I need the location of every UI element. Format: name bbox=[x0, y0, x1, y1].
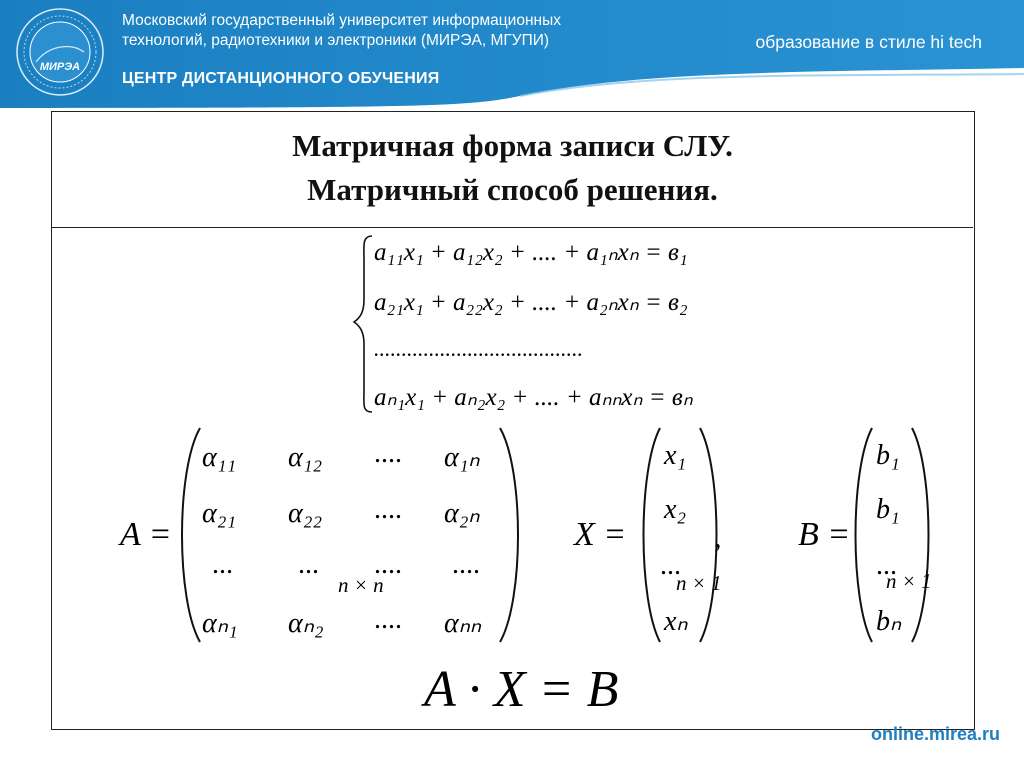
a-cell: α₁ₙ bbox=[444, 442, 480, 473]
a-cell: ... bbox=[298, 549, 319, 580]
matrix-x-left-paren bbox=[644, 428, 661, 642]
a-cell: αₙ₁ bbox=[202, 608, 238, 639]
a-cell: α₁₁ bbox=[202, 442, 237, 473]
a-cell: ... bbox=[212, 549, 233, 580]
a-cell: .... bbox=[374, 604, 402, 635]
a-cell: .... bbox=[374, 494, 402, 525]
system-row-3: ...................................... bbox=[374, 336, 583, 361]
matrix-a-right-paren bbox=[500, 428, 518, 642]
a-cell: αₙₙ bbox=[444, 608, 482, 639]
a-cell: α₂ₙ bbox=[444, 498, 480, 529]
main-equation: A · X = B bbox=[424, 661, 619, 718]
slide-title-line2: Матричный способ решения. bbox=[307, 172, 718, 207]
x-cell: xₙ bbox=[664, 606, 688, 637]
system-row-2: a₂₁x₁ + a₂₂x₂ + .... + a₂ₙxₙ = в₂ bbox=[374, 289, 688, 316]
x-cell: x₂ bbox=[664, 494, 687, 525]
b-cell: b₁ bbox=[876, 494, 900, 525]
matrix-b-right-paren bbox=[912, 428, 929, 642]
a-cell: α₁₂ bbox=[288, 442, 323, 473]
svg-text:МИРЭА: МИРЭА bbox=[39, 61, 81, 73]
system-row-4: aₙ₁x₁ + aₙ₂x₂ + .... + aₙₙxₙ = вₙ bbox=[374, 384, 693, 411]
slogan: образование в стиле hi tech bbox=[755, 32, 982, 52]
x-cell: ... bbox=[660, 550, 681, 581]
center-name: ЦЕНТР ДИСТАНЦИОННОГО ОБУЧЕНИЯ bbox=[122, 70, 440, 87]
matrix-b-dimension: n × 1 bbox=[886, 569, 932, 593]
system-row-1: a₁₁x₁ + a₁₂x₂ + .... + a₁ₙxₙ = в₁ bbox=[374, 239, 688, 266]
b-cell: bₙ bbox=[876, 606, 902, 637]
matrix-a-dimension: n × n bbox=[338, 573, 384, 597]
matrix-b-label: B = bbox=[798, 516, 851, 553]
system-brace bbox=[354, 236, 372, 412]
a-cell: αₙ₂ bbox=[288, 608, 324, 639]
a-cell: α₂₂ bbox=[288, 498, 323, 529]
footer-url[interactable]: online.mirea.ru bbox=[870, 724, 1000, 744]
b-cell: ... bbox=[876, 550, 897, 581]
matrix-a-label: A = bbox=[120, 516, 172, 553]
x-cell: x₁ bbox=[664, 440, 687, 471]
matrix-x-dimension: n × 1 bbox=[676, 571, 722, 595]
university-name-line1: Московский государственный университет информационных bbox=[122, 12, 561, 29]
matrix-a-left-paren bbox=[182, 428, 200, 642]
university-name-line2: технологий, радиотехники и электроники (МИРЭА, МГУПИ) bbox=[122, 32, 550, 49]
a-cell: α₂₁ bbox=[202, 498, 237, 529]
a-cell: .... bbox=[374, 549, 402, 580]
matrix-b-left-paren bbox=[856, 428, 873, 642]
matrix-x-label: X = bbox=[574, 516, 627, 553]
slide-title-line1: Матричная форма записи СЛУ. bbox=[292, 128, 733, 163]
a-cell: .... bbox=[374, 438, 402, 469]
matrix-x-comma: , bbox=[714, 521, 722, 554]
a-cell: .... bbox=[452, 549, 480, 580]
b-cell: b₁ bbox=[876, 440, 900, 471]
